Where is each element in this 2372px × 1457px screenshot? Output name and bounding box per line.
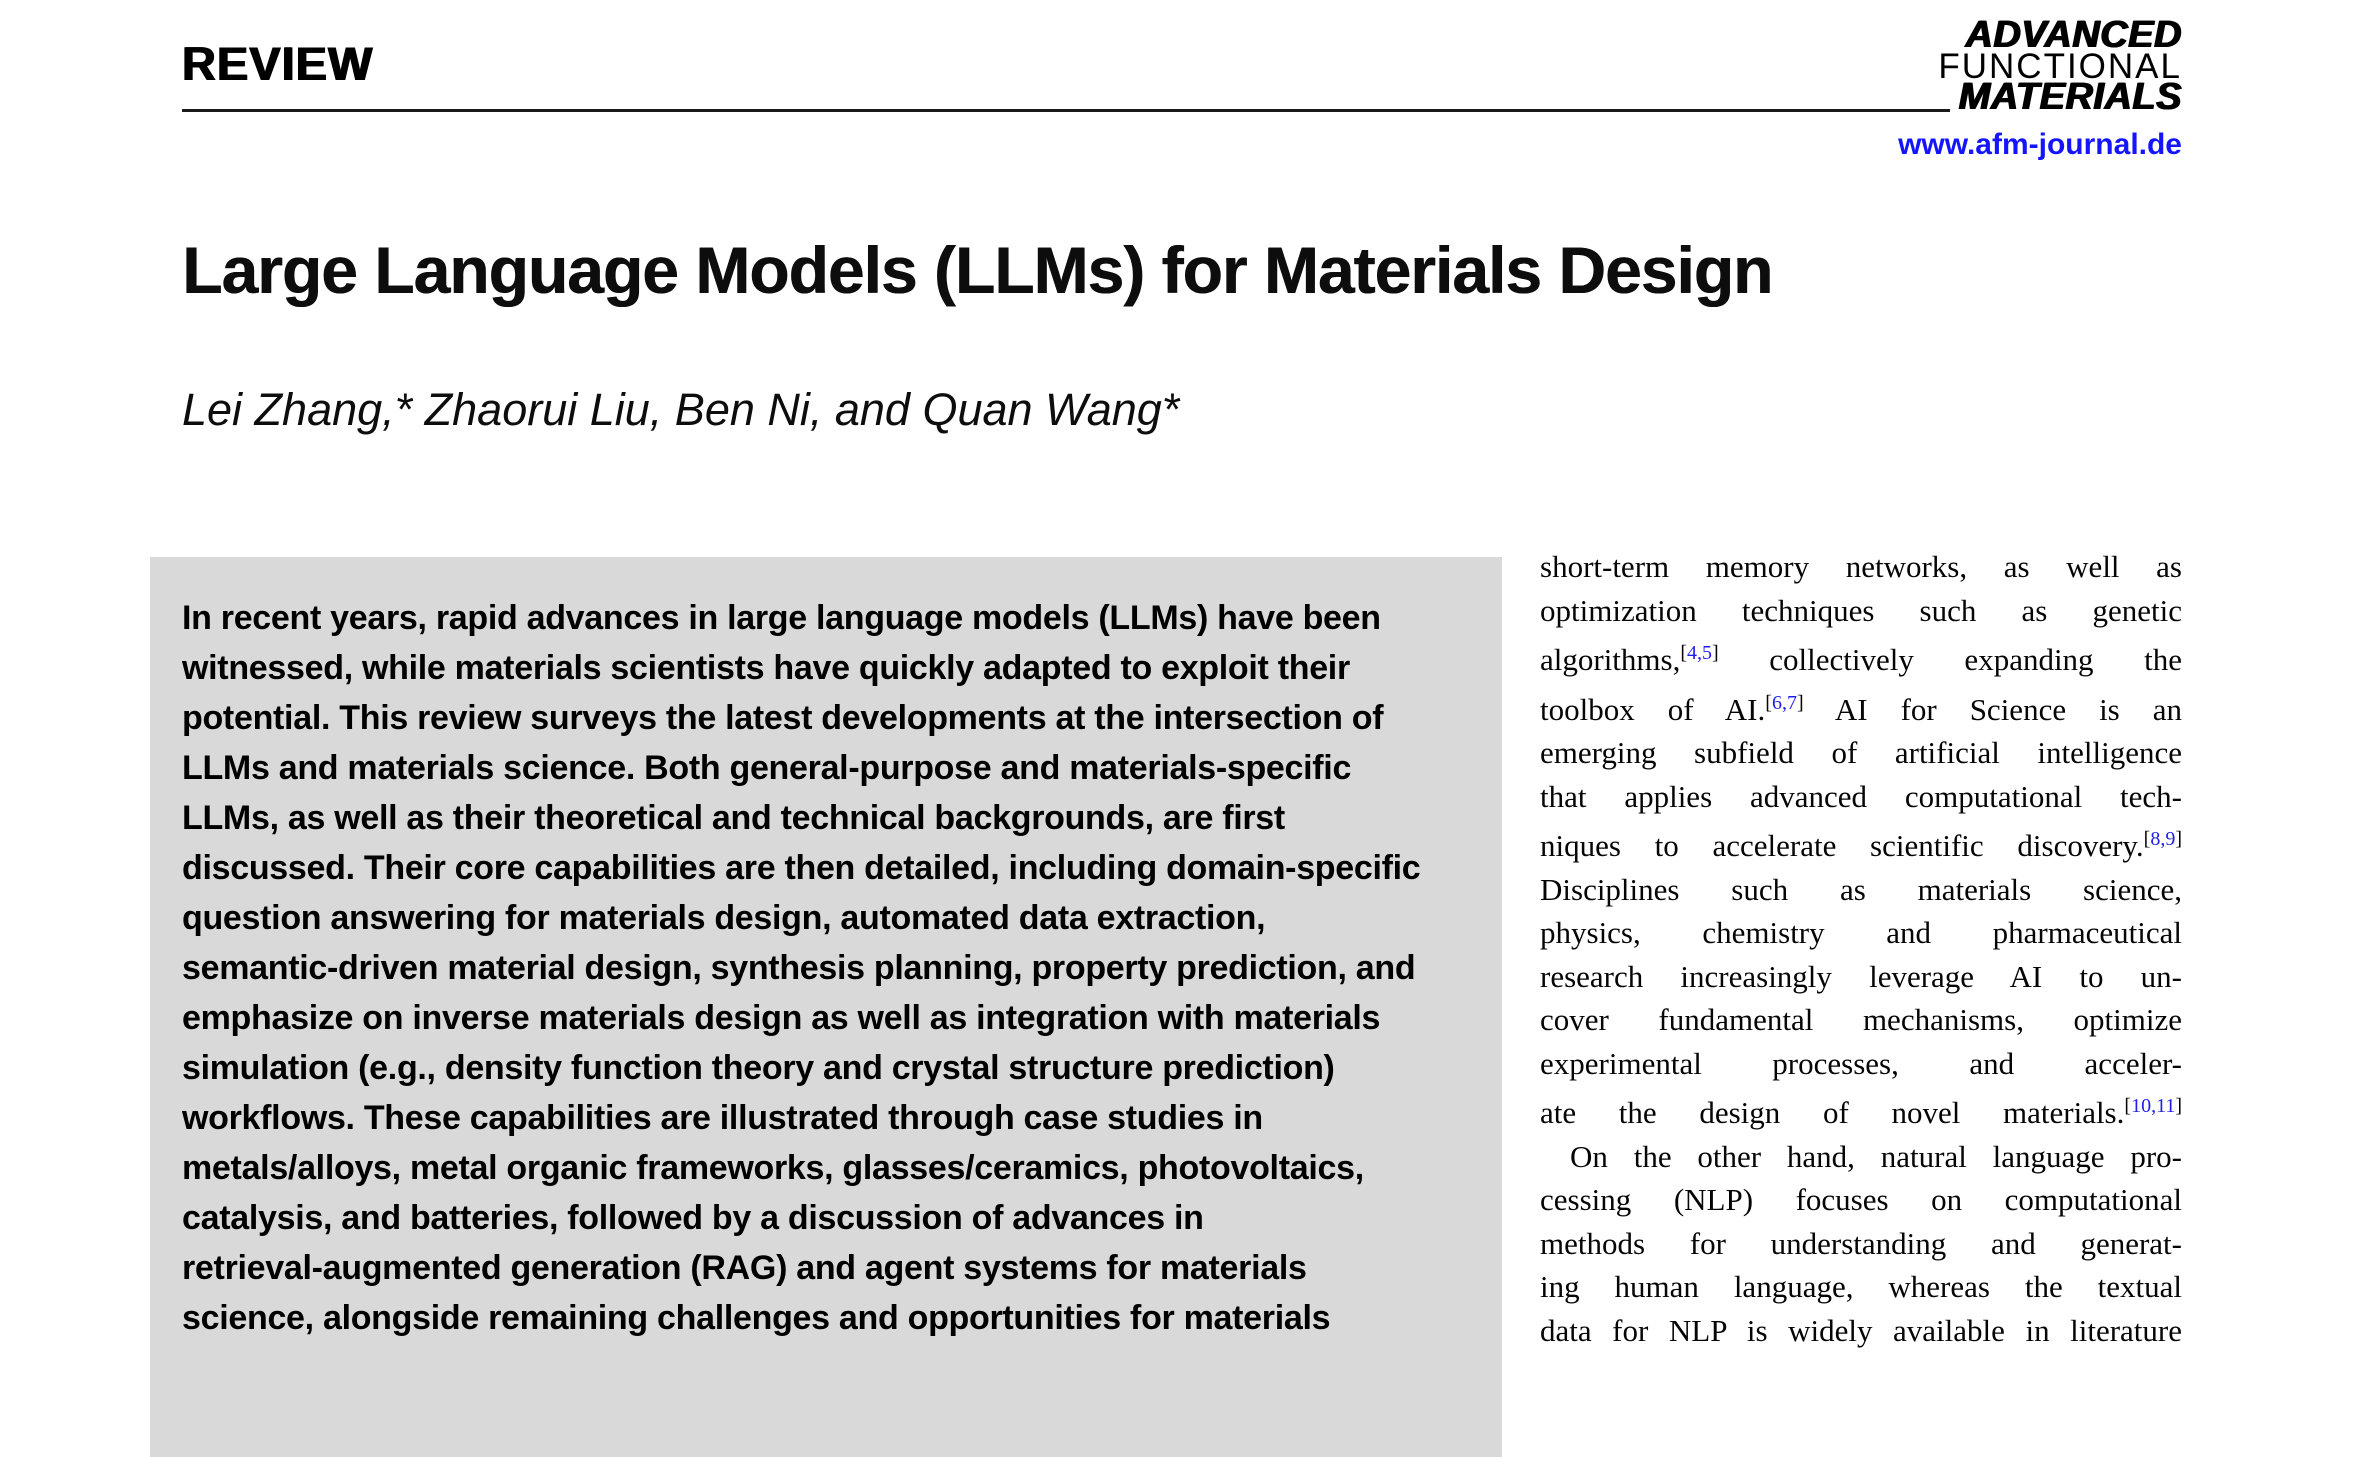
abstract-line: witnessed, while materials scientists have quickly adapted to exploit their — [182, 649, 1350, 687]
citation-numbers: 6,7 — [1771, 691, 1797, 714]
body-text: ate the design of novel materials. — [1540, 1095, 2125, 1130]
body-text: experimental processes, and acceler- — [1540, 1045, 2182, 1081]
body-line — [1540, 1085, 2182, 1135]
citation-bracket: ] — [1712, 642, 1719, 664]
article-type-label: REVIEW — [182, 37, 374, 90]
body-text: physics, chemistry and pharmaceutical — [1540, 915, 2182, 950]
body-text: research increasingly leverage AI to un- — [1540, 958, 2182, 994]
body-text: methods for understanding and generat- — [1540, 1225, 2182, 1261]
author-line: Lei Zhang,* Zhaorui Liu, Ben Ni, and Quan Wang* — [182, 384, 1180, 435]
abstract-line: potential. This review surveys the latest developments at the intersection of — [182, 699, 1384, 737]
citation-numbers: 4,5 — [1687, 642, 1713, 664]
body-line — [1540, 775, 2182, 819]
body-text: algorithms, — [1540, 642, 1681, 677]
body-text: optimization techniques such as genetic — [1540, 592, 2182, 628]
abstract-line: catalysis, and batteries, followed by a discussion of advances in — [182, 1199, 1204, 1237]
logo-line-advanced: ADVANCED — [1965, 14, 2182, 56]
body-text: cessing (NLP) focuses on computational — [1540, 1182, 2182, 1217]
body-line — [1540, 818, 2182, 868]
body-text: that applies advanced computational tech- — [1540, 778, 2182, 814]
body-text: On the other hand, natural language pro- — [1570, 1138, 2182, 1174]
abstract-line: LLMs, as well as their theoretical and technical backgrounds, are first — [182, 799, 1285, 837]
logo-line-functional: FUNCTIONAL — [1938, 47, 2182, 86]
abstract-line: science, alongside remaining challenges and opportunities for materials — [182, 1299, 1331, 1337]
body-text: collectively expanding the — [1718, 642, 2182, 677]
citation-bracket: ] — [1796, 691, 1804, 714]
body-line — [1540, 1042, 2182, 1086]
body-line — [1540, 1309, 2182, 1353]
journal-logo — [1938, 14, 2182, 118]
body-line — [1540, 589, 2182, 633]
body-text: cover fundamental mechanisms, optimize — [1540, 1002, 2182, 1037]
body-line — [1540, 998, 2182, 1042]
abstract-line: metals/alloys, metal organic frameworks, glasses/ceramics, photovoltaics, — [182, 1149, 1364, 1187]
body-line — [1540, 731, 2182, 775]
abstract-line: question answering for materials design, automated data extraction, — [182, 899, 1266, 937]
logo-line-materials: MATERIALS — [1958, 76, 2182, 118]
body-line — [1540, 545, 2182, 589]
abstract-line: workflows. These capabilities are illustrated through case studies in — [182, 1099, 1263, 1137]
body-text: Disciplines such as materials science, — [1540, 871, 2182, 907]
body-line — [1540, 1265, 2182, 1309]
abstract-line: emphasize on inverse materials design as well as integration with materials — [182, 999, 1381, 1037]
body-text: data for NLP is widely available in literature — [1540, 1312, 2182, 1348]
body-line — [1540, 1178, 2182, 1222]
journal-website-link[interactable]: www.afm-journal.de — [1898, 128, 2182, 161]
citation-link[interactable] — [1680, 642, 1718, 664]
body-line — [1540, 868, 2182, 912]
citation-numbers: 10,11 — [2131, 1095, 2176, 1117]
header-rule — [182, 109, 1950, 112]
abstract-line: LLMs and materials science. Both general-purpose and materials-specific — [182, 749, 1352, 787]
citation-bracket: ] — [2175, 828, 2182, 850]
body-line — [1540, 911, 2182, 955]
citation-link[interactable] — [1765, 692, 1803, 714]
citation-bracket: ] — [2175, 1095, 2182, 1117]
citation-bracket: [ — [1765, 691, 1772, 714]
body-line — [1540, 1222, 2182, 1266]
citation-bracket: [ — [1680, 642, 1688, 664]
page-title: Large Language Models (LLMs) for Materials Design — [182, 233, 1773, 307]
abstract-line: In recent years, rapid advances in large language models (LLMs) have been — [182, 599, 1381, 637]
body-text-column — [1540, 545, 2182, 1352]
body-text: niques to accelerate scientific discovery. — [1540, 828, 2144, 863]
citation-link[interactable] — [2124, 1095, 2182, 1117]
citation-bracket: [ — [2124, 1095, 2132, 1117]
body-text: AI for Science is an — [1803, 691, 2182, 727]
body-text: ing human language, whereas the textual — [1540, 1269, 2182, 1304]
citation-link[interactable] — [2144, 828, 2182, 850]
body-text: short-term memory networks, as well as — [1540, 549, 2182, 584]
body-text: emerging subfield of artificial intelligence — [1540, 735, 2182, 770]
body-line — [1540, 682, 2182, 732]
abstract-line: retrieval-augmented generation (RAG) and agent systems for materials — [182, 1249, 1307, 1287]
citation-numbers: 8,9 — [2150, 828, 2176, 850]
abstract-line: discussed. Their core capabilities are then detailed, including domain-specific — [182, 849, 1421, 887]
body-line — [1540, 632, 2182, 682]
citation-bracket: [ — [2143, 828, 2151, 850]
abstract-panel — [150, 557, 1502, 1457]
body-line — [1540, 1135, 2182, 1179]
body-line — [1540, 955, 2182, 999]
abstract-line: semantic-driven material design, synthesis planning, property prediction, and — [182, 949, 1416, 987]
body-text: toolbox of AI. — [1540, 691, 1766, 727]
abstract-line: simulation (e.g., density function theory and crystal structure prediction) — [182, 1049, 1335, 1087]
